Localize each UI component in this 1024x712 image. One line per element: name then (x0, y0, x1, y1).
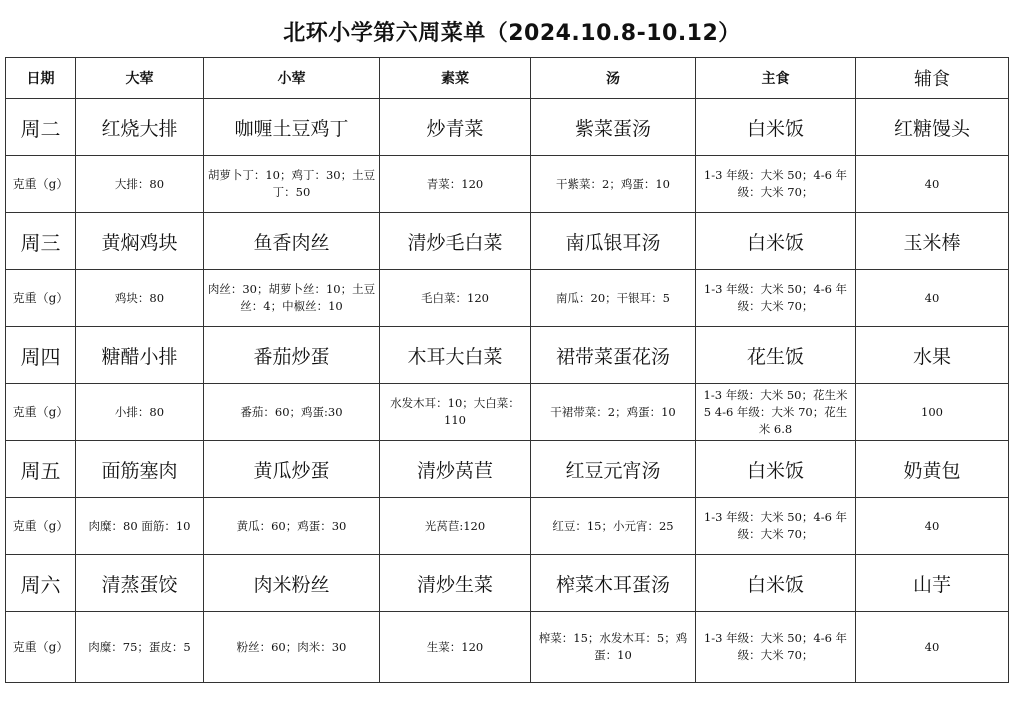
dish-main-meat: 黄焖鸡块 (76, 213, 204, 270)
weight-label: 克重（g） (6, 612, 76, 683)
weight-row-tue (6, 156, 1009, 213)
weight-main-meat: 大排：80 (76, 156, 204, 213)
dish-snack: 红糖馒头 (856, 99, 1009, 156)
dish-staple: 白米饭 (696, 555, 856, 612)
weight-vegetable: 毛白菜：120 (380, 270, 531, 327)
dish-side-meat: 黄瓜炒蛋 (204, 441, 380, 498)
dish-soup: 紫菜蛋汤 (531, 99, 696, 156)
dish-snack: 奶黄包 (856, 441, 1009, 498)
weight-soup: 南瓜：20；干银耳：5 (531, 270, 696, 327)
weight-label: 克重（g） (6, 156, 76, 213)
weight-snack: 40 (856, 156, 1009, 213)
dish-row-fri (6, 441, 1009, 498)
dish-snack: 水果 (856, 327, 1009, 384)
weight-label: 克重（g） (6, 270, 76, 327)
dish-vegetable: 清炒生菜 (380, 555, 531, 612)
weight-vegetable: 青菜：120 (380, 156, 531, 213)
weight-main-meat: 肉糜：75；蛋皮：5 (76, 612, 204, 683)
weight-row-fri (6, 498, 1009, 555)
dish-side-meat: 鱼香肉丝 (204, 213, 380, 270)
weight-soup: 干裙带菜：2；鸡蛋：10 (531, 384, 696, 441)
dish-vegetable: 清炒毛白菜 (380, 213, 531, 270)
weight-snack: 100 (856, 384, 1009, 441)
dish-vegetable: 清炒莴苣 (380, 441, 531, 498)
weight-snack: 40 (856, 612, 1009, 683)
dish-staple: 白米饭 (696, 213, 856, 270)
weight-staple: 1-3 年级：大米 50；4-6 年级：大米 70； (696, 270, 856, 327)
dish-row-tue (6, 99, 1009, 156)
weight-label: 克重（g） (6, 384, 76, 441)
header-row (6, 58, 1009, 99)
weight-side-meat: 黄瓜：60；鸡蛋：30 (204, 498, 380, 555)
weight-label: 克重（g） (6, 498, 76, 555)
header-date: 日期 (6, 58, 76, 99)
weight-soup: 干紫菜：2；鸡蛋：10 (531, 156, 696, 213)
day-cell: 周四 (6, 327, 76, 384)
dish-vegetable: 炒青菜 (380, 99, 531, 156)
weight-row-thu (6, 384, 1009, 441)
weight-soup: 红豆：15；小元宵：25 (531, 498, 696, 555)
weight-vegetable: 光莴苣:120 (380, 498, 531, 555)
day-cell: 周三 (6, 213, 76, 270)
weight-main-meat: 鸡块：80 (76, 270, 204, 327)
dish-staple: 花生饭 (696, 327, 856, 384)
weight-staple: 1-3 年级：大米 50；4-6 年级：大米 70； (696, 156, 856, 213)
weight-main-meat: 小排：80 (76, 384, 204, 441)
dish-soup: 裙带菜蛋花汤 (531, 327, 696, 384)
dish-vegetable: 木耳大白菜 (380, 327, 531, 384)
dish-main-meat: 红烧大排 (76, 99, 204, 156)
weight-snack: 40 (856, 498, 1009, 555)
header-snack: 辅食 (856, 58, 1009, 99)
weight-side-meat: 粉丝：60；肉米：30 (204, 612, 380, 683)
weight-side-meat: 肉丝：30；胡萝卜丝：10；土豆丝：4；中椒丝：10 (204, 270, 380, 327)
weight-vegetable: 水发木耳：10；大白菜：110 (380, 384, 531, 441)
header-main-meat: 大荤 (76, 58, 204, 99)
dish-row-sat (6, 555, 1009, 612)
dish-soup: 红豆元宵汤 (531, 441, 696, 498)
dish-main-meat: 清蒸蛋饺 (76, 555, 204, 612)
weight-row-wed (6, 270, 1009, 327)
dish-soup: 南瓜银耳汤 (531, 213, 696, 270)
dish-row-thu (6, 327, 1009, 384)
dish-side-meat: 番茄炒蛋 (204, 327, 380, 384)
dish-snack: 玉米棒 (856, 213, 1009, 270)
dish-row-wed (6, 213, 1009, 270)
header-vegetable: 素菜 (380, 58, 531, 99)
day-cell: 周二 (6, 99, 76, 156)
dish-main-meat: 糖醋小排 (76, 327, 204, 384)
dish-soup: 榨菜木耳蛋汤 (531, 555, 696, 612)
dish-main-meat: 面筋塞肉 (76, 441, 204, 498)
weight-row-sat (6, 612, 1009, 683)
weight-side-meat: 胡萝卜丁：10；鸡丁：30；土豆丁：50 (204, 156, 380, 213)
dish-side-meat: 肉米粉丝 (204, 555, 380, 612)
weight-staple: 1-3 年级：大米 50；4-6 年级：大米 70； (696, 612, 856, 683)
weight-staple: 1-3 年级：大米 50；4-6 年级：大米 70； (696, 498, 856, 555)
weight-soup: 榨菜：15；水发木耳：5；鸡蛋：10 (531, 612, 696, 683)
header-soup: 汤 (531, 58, 696, 99)
weight-side-meat: 番茄：60；鸡蛋:30 (204, 384, 380, 441)
dish-staple: 白米饭 (696, 99, 856, 156)
weight-vegetable: 生菜：120 (380, 612, 531, 683)
header-side-meat: 小荤 (204, 58, 380, 99)
day-cell: 周五 (6, 441, 76, 498)
weight-staple: 1-3 年级：大米 50；花生米 5 4-6 年级：大米 70；花生米 6.8 (696, 384, 856, 441)
dish-staple: 白米饭 (696, 441, 856, 498)
dish-snack: 山芋 (856, 555, 1009, 612)
weight-snack: 40 (856, 270, 1009, 327)
weight-main-meat: 肉糜：80 面筋：10 (76, 498, 204, 555)
dish-side-meat: 咖喱土豆鸡丁 (204, 99, 380, 156)
day-cell: 周六 (6, 555, 76, 612)
menu-table (5, 57, 1009, 683)
page-title: 北环小学第六周菜单（2024.10.8-10.12） (283, 21, 741, 46)
header-staple: 主食 (696, 58, 856, 99)
